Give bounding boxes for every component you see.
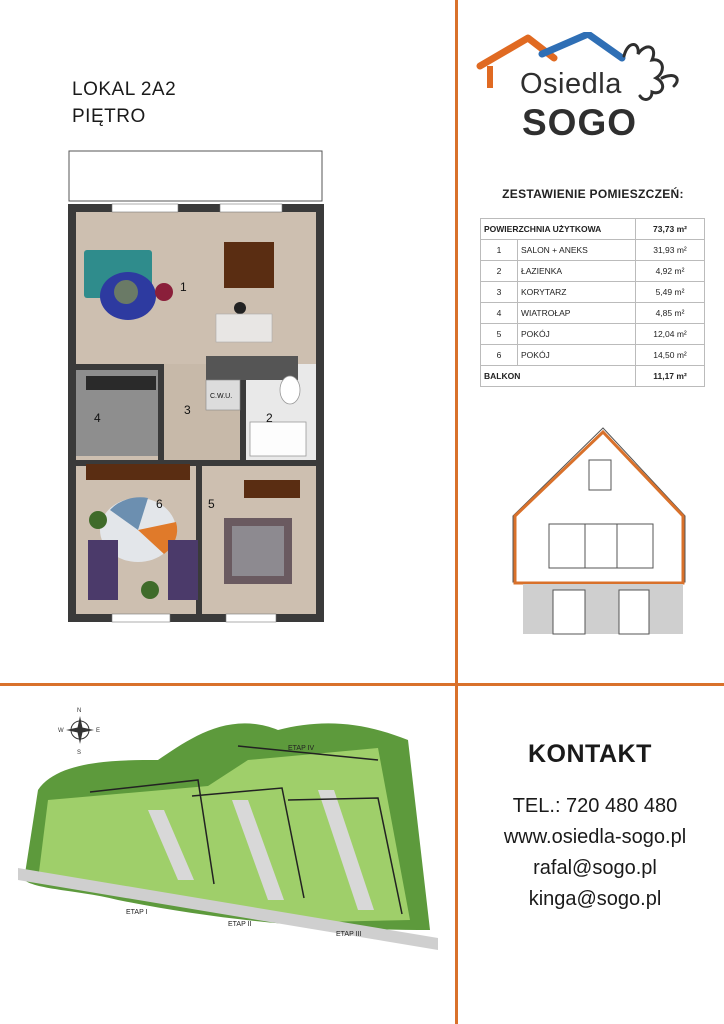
room-area: 14,50 m² (636, 345, 705, 366)
total-value: 73,73 m² (636, 219, 705, 240)
floor-plan (68, 150, 328, 625)
compass-w-label: W (58, 728, 64, 734)
logo-word-osiedla: Osiedla (520, 68, 622, 100)
room-label-3: 3 (184, 403, 191, 417)
unit-title (72, 76, 176, 130)
table-row (481, 345, 705, 366)
table-row (481, 324, 705, 345)
table-row (481, 303, 705, 324)
room-name: WIATROŁAP (518, 303, 636, 324)
vertical-divider (455, 0, 458, 1024)
table-row (481, 282, 705, 303)
unit-code: LOKAL 2A2 (72, 79, 177, 100)
unit-floor: PIĘTRO (72, 106, 146, 127)
room-number: 6 (481, 345, 518, 366)
table-row (481, 261, 705, 282)
compass-n-label: N (77, 708, 82, 714)
room-name: POKÓJ (518, 324, 636, 345)
balcony-label: BALKON (481, 366, 636, 387)
room-label-5: 5 (208, 497, 215, 511)
map-label-etap-3: ETAP III (336, 931, 362, 938)
contact-heading: KONTAKT (528, 740, 652, 768)
room-area: 12,04 m² (636, 324, 705, 345)
table-row-balcony (481, 366, 705, 387)
room-area: 31,93 m² (636, 240, 705, 261)
room-label-1: 1 (180, 280, 187, 294)
room-number: 2 (481, 261, 518, 282)
room-number: 5 (481, 324, 518, 345)
room-label-4: 4 (94, 411, 101, 425)
room-name: POKÓJ (518, 345, 636, 366)
room-name: KORYTARZ (518, 282, 636, 303)
logo-word-sogo: SOGO (522, 102, 638, 143)
map-label-etap-1: ETAP I (126, 909, 148, 916)
room-area: 4,92 m² (636, 261, 705, 282)
balcony-value: 11,17 m² (636, 366, 705, 387)
total-label: POWIERZCHNIA UŻYTKOWA (481, 219, 636, 240)
rooms-heading: ZESTAWIENIE POMIESZCZEŃ: (502, 187, 684, 201)
map-label-etap-4: ETAP IV (288, 745, 315, 752)
contact-phone[interactable]: TEL.: 720 480 480 (512, 795, 678, 817)
room-area: 4,85 m² (636, 303, 705, 324)
cwu-label: C.W.U. (210, 393, 233, 400)
table-row-total (481, 219, 705, 240)
compass-e-label: E (96, 728, 101, 734)
room-label-2: 2 (266, 411, 273, 425)
room-name: SALON + ANEKS (518, 240, 636, 261)
horizontal-divider (0, 683, 724, 686)
room-label-6: 6 (156, 497, 163, 511)
room-name: ŁAZIENKA (518, 261, 636, 282)
compass-s-label: S (77, 750, 82, 756)
map-label-etap-2: ETAP II (228, 921, 252, 928)
room-area: 5,49 m² (636, 282, 705, 303)
room-number: 4 (481, 303, 518, 324)
room-number: 1 (481, 240, 518, 261)
contact-website[interactable]: www.osiedla-sogo.pl (503, 826, 687, 848)
room-number: 3 (481, 282, 518, 303)
rooms-table (480, 218, 705, 387)
estate-site-map (18, 700, 438, 960)
building-elevation (493, 420, 693, 640)
contact-email-rafal[interactable]: rafal@sogo.pl (533, 857, 657, 879)
contact-email-kinga[interactable]: kinga@sogo.pl (528, 888, 662, 910)
table-row (481, 240, 705, 261)
